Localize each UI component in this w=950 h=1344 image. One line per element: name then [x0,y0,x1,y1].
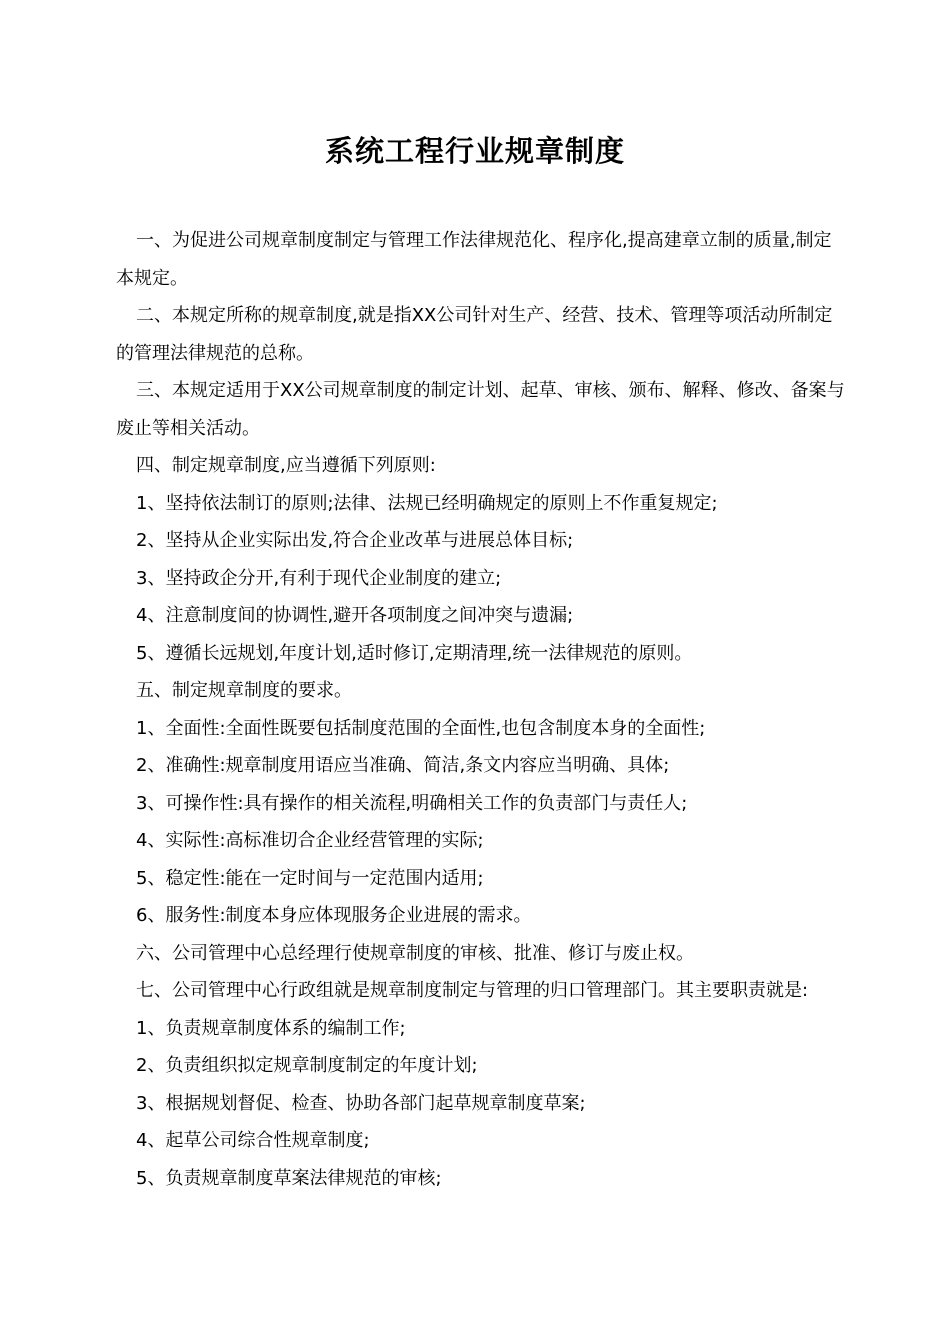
list-item: 3、可操作性:具有操作的相关流程,明确相关工作的负责部门与责任人; [136,792,688,814]
list-item: 1、负责规章制度体系的编制工作; [136,1017,406,1039]
list-item: 6、服务性:制度本身应体现服务企业进展的需求。 [136,905,532,926]
list-item: 5、负责规章制度草案法律规范的审核; [136,1167,442,1189]
list-item: 2、负责组织拟定规章制度制定的年度计划; [136,1055,478,1076]
list-item: 5、遵循长远规划,年度计划,适时修订,定期清理,统一法律规范的原则。 [136,642,693,664]
document-title: 系统工程行业规章制度 [324,134,625,168]
list-item: 4、实际性:高标准切合企业经营管理的实际; [136,830,484,851]
list-item: 5、稳定性:能在一定时间与一定范围内适用; [136,867,484,889]
list-item: 4、注意制度间的协调性,避开各项制度之间冲突与遗漏; [136,605,574,626]
list-item: 1、全面性:全面性既要包括制度范围的全面性,也包含制度本身的全面性; [136,717,706,739]
list-item: 1、坚持依法制订的原则;法律、法规已经明确规定的原则上不作重复规定; [136,492,718,514]
paragraph-article-7: 七、公司管理中心行政组就是规章制度制定与管理的归口管理部门。其主要职责就是: [136,980,809,1001]
document-body [116,222,846,1197]
list-item: 2、准确性:规章制度用语应当准确、简洁,条文内容应当明确、具体; [136,755,670,776]
paragraph-article-1: 一、为促进公司规章制度制定与管理工作法律规范化、程序化,提高建章立制的质量,制定本规定。 [116,230,832,289]
list-item: 3、坚持政企分开,有利于现代企业制度的建立; [136,567,502,589]
paragraph-article-3: 三、本规定适用于XX公司规章制度的制定计划、起草、审核、颁布、解释、修改、备案与废止等相关活动。 [116,380,845,439]
list-item: 4、起草公司综合性规章制度; [136,1130,370,1151]
paragraph-article-6: 六、公司管理中心总经理行使规章制度的审核、批准、修订与废止权。 [136,942,694,964]
paragraph-article-2: 二、本规定所称的规章制度,就是指XX公司针对生产、经营、技术、管理等项活动所制定的管理法律规范的总称。 [116,305,833,364]
list-item: 3、根据规划督促、检查、协助各部门起草规章制度草案; [136,1092,586,1114]
paragraph-article-4: 四、制定规章制度,应当遵循下列原则: [136,455,436,476]
list-item: 2、坚持从企业实际出发,符合企业改革与进展总体目标; [136,530,574,551]
paragraph-article-5: 五、制定规章制度的要求。 [136,680,352,701]
